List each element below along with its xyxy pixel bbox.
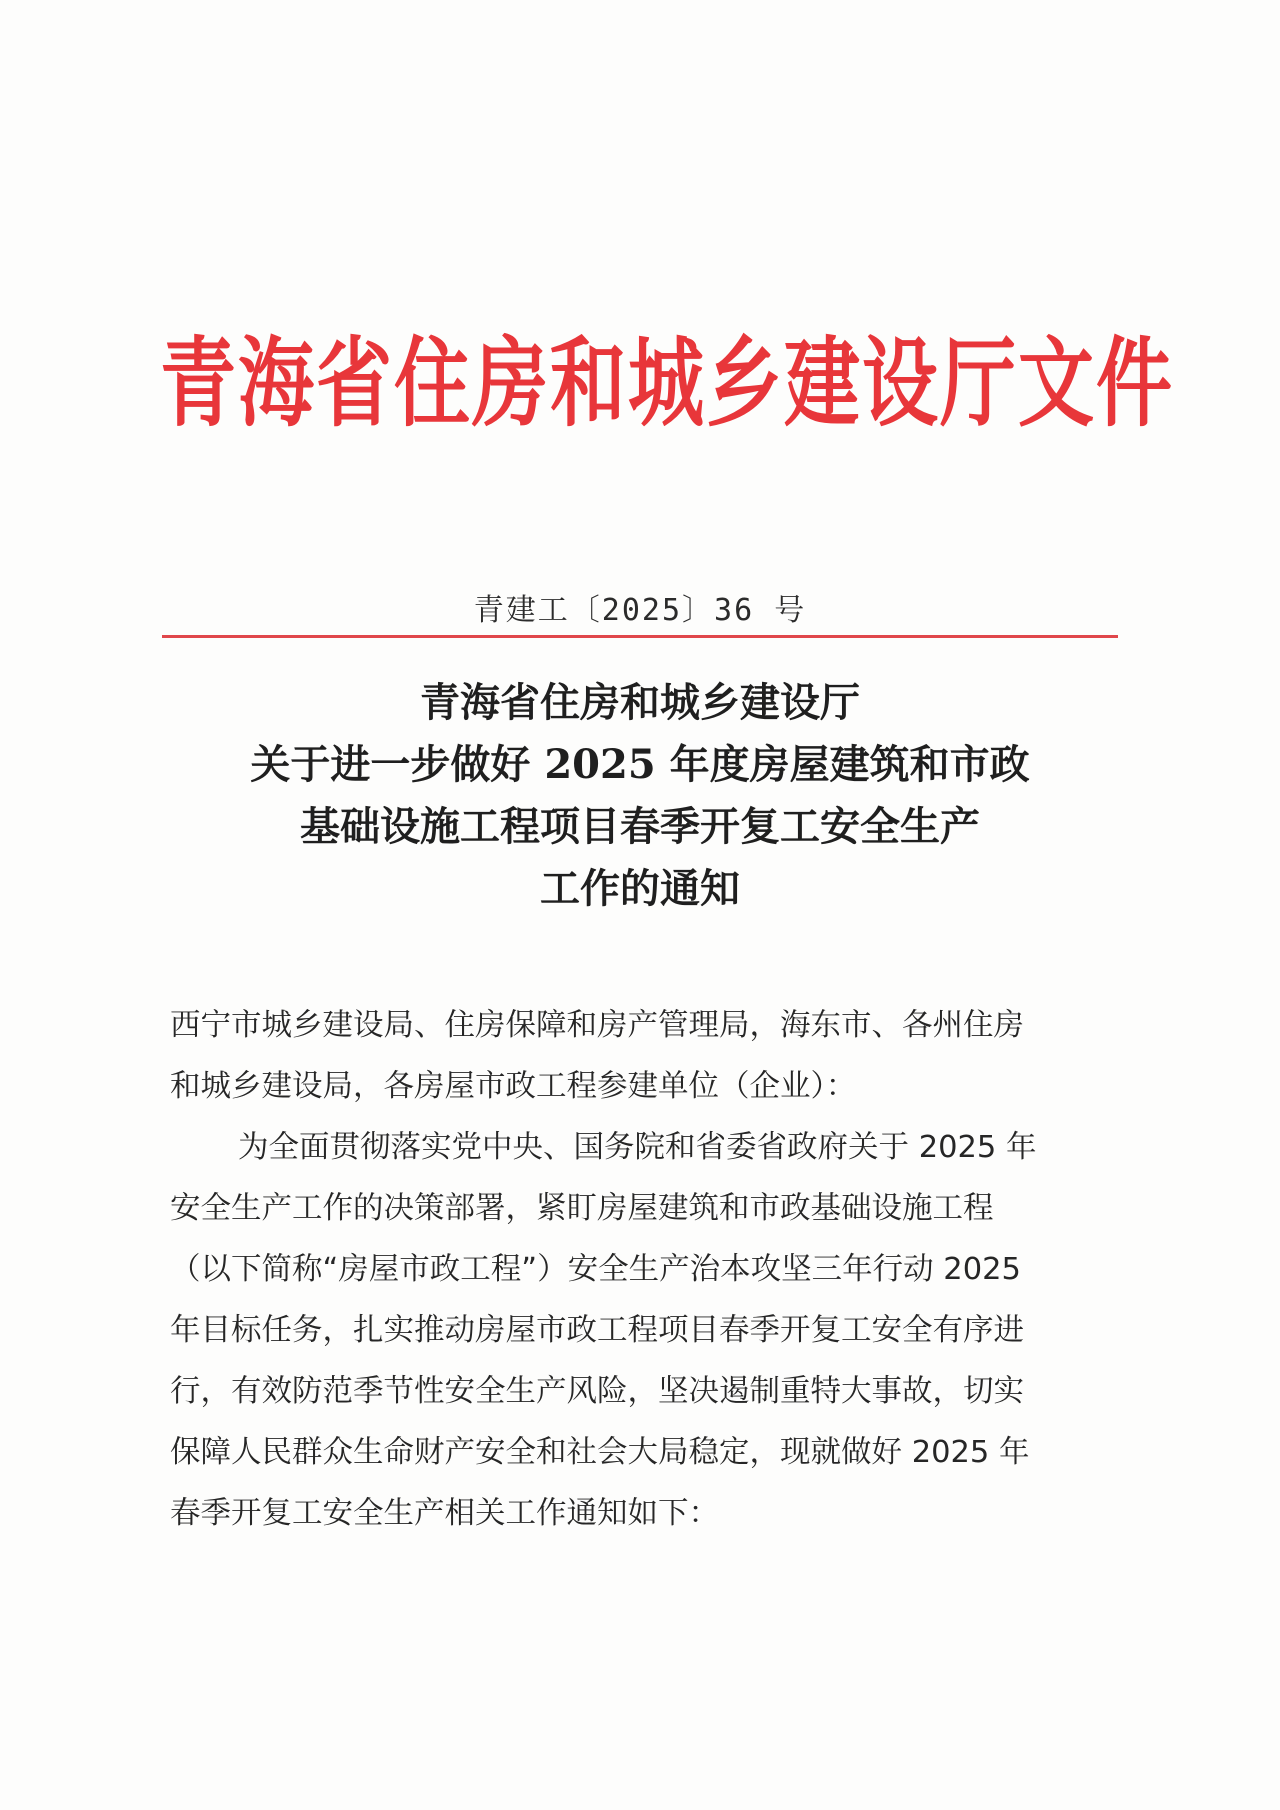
addressee-line: 西宁市城乡建设局、住房保障和房产管理局，海东市、各州住房 bbox=[170, 1008, 1024, 1043]
body-line: 春季开复工安全生产相关工作通知如下： bbox=[170, 1496, 719, 1531]
addressee-line: 和城乡建设局，各房屋市政工程参建单位（企业）： bbox=[170, 1069, 857, 1104]
title-line: 青海省住房和城乡建设厅 bbox=[420, 679, 860, 726]
red-divider-line bbox=[162, 635, 1118, 638]
document-body bbox=[170, 995, 1130, 1544]
document-masthead: 青海省住房和城乡建设厅文件 bbox=[160, 326, 1174, 441]
body-line: 保障人民群众生命财产安全和社会大局稳定，现就做好 2025 年 bbox=[170, 1435, 1030, 1470]
body-line: 年目标任务，扎实推动房屋市政工程项目春季开复工安全有序进 bbox=[170, 1313, 1024, 1348]
body-line: 安全生产工作的决策部署，紧盯房屋建筑和市政基础设施工程 bbox=[170, 1191, 994, 1226]
body-line: 行，有效防范季节性安全生产风险，坚决遏制重特大事故，切实 bbox=[170, 1374, 1024, 1409]
body-line: 为全面贯彻落实党中央、国务院和省委省政府关于 2025 年 bbox=[238, 1130, 1037, 1165]
body-line: （以下简称“房屋市政工程”）安全生产治本攻坚三年行动 2025 bbox=[170, 1252, 1021, 1287]
title-line: 工作的通知 bbox=[540, 865, 740, 912]
title-line: 基础设施工程项目春季开复工安全生产 bbox=[300, 803, 980, 850]
document-title bbox=[160, 672, 1120, 920]
title-line: 关于进一步做好 2025 年度房屋建筑和市政 bbox=[250, 741, 1030, 788]
document-number: 青建工〔2025〕36 号 bbox=[473, 593, 807, 628]
